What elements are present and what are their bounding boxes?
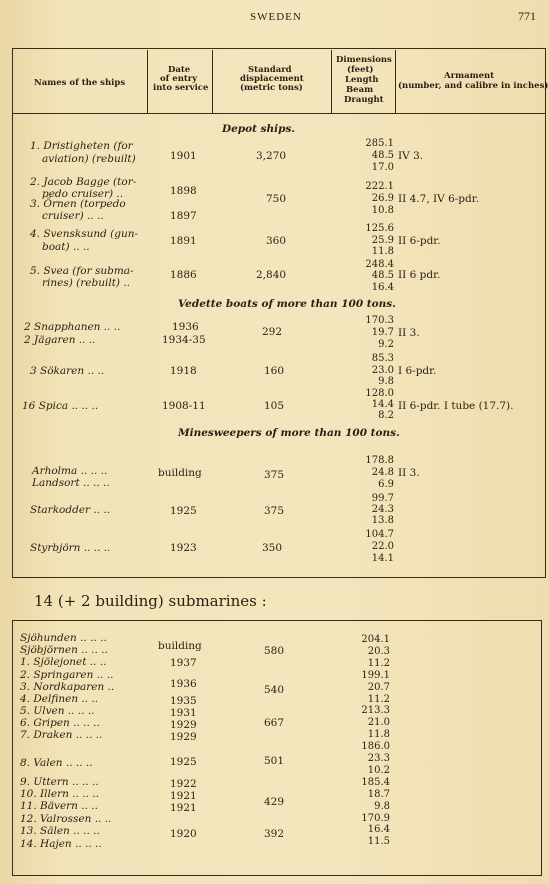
ship-disp: 360 xyxy=(266,235,287,247)
ship-draught: 17.0 xyxy=(371,162,394,173)
submarine-dim: 20.3 xyxy=(367,645,390,657)
ship-name: 2 Snapphanen .. .. xyxy=(24,321,121,333)
submarine-date: 1936 xyxy=(170,678,197,690)
col-rule xyxy=(212,50,213,113)
ship-name: 3 Sökaren .. .. xyxy=(30,365,105,377)
ship-beam: 22.0 xyxy=(371,541,394,552)
ship-draught: 8.2 xyxy=(378,410,394,421)
submarine-dim: 11.2 xyxy=(367,657,390,669)
submarine-name: 4. Delfinen .. .. xyxy=(20,693,99,705)
ship-length: 222.1 xyxy=(365,181,394,192)
submarine-name: 11. Bävern .. .. xyxy=(20,800,98,812)
submarine-dim: 11.5 xyxy=(367,836,390,848)
ship-beam: 19.7 xyxy=(371,327,394,338)
col-header-date-3: into service xyxy=(153,83,209,93)
page-title: SWEDEN xyxy=(250,11,302,23)
ship-armament: IV 3. xyxy=(398,150,424,162)
ship-date: 1918 xyxy=(170,365,197,377)
submarine-name: Sjöhunden .. .. .. xyxy=(20,632,107,644)
col-rule xyxy=(395,50,396,113)
ship-disp: 105 xyxy=(264,400,285,412)
col-header-dims-2: (feet) xyxy=(347,65,374,75)
submarine-name: 3. Nordkaparen .. xyxy=(20,681,115,693)
submarine-dim: 16.4 xyxy=(367,824,390,836)
ship-armament: II 4.7, IV 6-pdr. xyxy=(398,193,479,205)
ship-date: 1886 xyxy=(170,269,197,281)
ship-date: 1897 xyxy=(170,210,197,222)
ship-name: Arholma .. .. .. xyxy=(32,465,108,477)
submarine-name: 10. Illern .. .. .. xyxy=(20,788,99,800)
ship-disp: 292 xyxy=(262,326,283,338)
submarine-disp: 667 xyxy=(264,717,285,729)
ship-date: 1908-11 xyxy=(162,400,206,412)
ship-date: 1898 xyxy=(170,185,197,197)
ship-disp: 2,840 xyxy=(256,269,287,281)
ship-beam: 48.5 xyxy=(371,150,394,161)
submarine-dim: 170.9 xyxy=(361,812,390,824)
ship-date: 1934-35 xyxy=(162,334,206,346)
submarine-name: 13. Sälen .. .. .. xyxy=(20,825,100,837)
ship-draught: 14.1 xyxy=(371,553,394,564)
submarines-heading: 14 (+ 2 building) submarines : xyxy=(34,592,267,610)
ship-armament: I 6-pdr. xyxy=(398,365,437,377)
ship-length: 99.7 xyxy=(371,493,394,504)
submarine-name: 7. Draken .. .. .. xyxy=(20,729,103,741)
col-header-dims-5: Draught xyxy=(344,95,384,105)
ship-name: 3. Örnen (torpedo xyxy=(30,198,126,210)
page-number: 771 xyxy=(518,9,536,23)
col-rule xyxy=(331,50,332,113)
submarine-dim: 20.7 xyxy=(367,681,390,693)
ship-draught: 9.2 xyxy=(378,339,394,350)
submarine-date: 1935 xyxy=(170,695,197,707)
submarine-name: 9. Uttern .. .. .. xyxy=(20,776,99,788)
col-header-disp-2: displacement xyxy=(240,74,304,84)
section-depot: Depot ships. xyxy=(222,123,296,135)
submarine-dim: 21.0 xyxy=(367,717,390,729)
ship-length: 178.8 xyxy=(365,455,394,466)
col-header-arm-2: (number, and calibre in inches) xyxy=(398,81,549,91)
submarine-date: 1931 xyxy=(170,707,197,719)
ship-date: 1936 xyxy=(172,321,199,333)
ship-name-2: cruiser) .. .. xyxy=(42,210,104,222)
ship-draught: 13.8 xyxy=(371,515,394,526)
submarine-name: 5. Ulven .. .. .. xyxy=(20,705,95,717)
submarine-name: 6. Gripen .. .. .. xyxy=(20,717,100,729)
col-rule xyxy=(147,50,148,113)
ship-name: 4. Svensksund (gun- xyxy=(30,228,139,240)
ship-armament: II 6-pdr. I tube (17.7). xyxy=(398,400,514,412)
ship-name-2: rines) (rebuilt) .. xyxy=(42,277,131,289)
submarine-date: 1922 xyxy=(170,778,197,790)
submarine-name: 2. Springaren .. .. xyxy=(20,669,114,681)
ship-name: Styrbjörn .. .. .. xyxy=(30,542,111,554)
ship-armament: II 3. xyxy=(398,467,420,479)
submarine-disp: 392 xyxy=(264,828,285,840)
ship-draught: 9.8 xyxy=(378,376,394,387)
submarine-dim: 10.2 xyxy=(367,764,390,776)
ship-name: 2. Jacob Bagge (tor- xyxy=(30,176,137,188)
submarine-date: 1929 xyxy=(170,719,197,731)
submarine-dim: 204.1 xyxy=(361,634,390,645)
ship-length: 104.7 xyxy=(365,529,394,540)
ship-name: 1. Dristigheten (for xyxy=(30,140,133,152)
ship-name: 2 Jägaren .. .. xyxy=(24,334,96,346)
ship-disp: 3,270 xyxy=(256,150,287,162)
col-header-arm: Armament xyxy=(444,71,495,81)
ship-beam: 24.8 xyxy=(371,467,394,478)
submarine-date: 1921 xyxy=(170,790,197,802)
submarine-dim: 18.7 xyxy=(367,788,390,800)
ship-length: 128.0 xyxy=(365,388,394,399)
ship-date: 1891 xyxy=(170,235,197,247)
col-header-disp: Standard xyxy=(248,65,292,75)
submarine-disp: 580 xyxy=(264,645,285,657)
col-header-dims-4: Beam xyxy=(346,85,374,95)
col-header-dims: Dimensions xyxy=(336,55,392,65)
ship-date: building xyxy=(158,467,202,479)
ship-armament: II 3. xyxy=(398,327,420,339)
ship-name-2: aviation) (rebuilt) xyxy=(42,153,136,165)
submarine-name: 1. Sjölejonet .. .. xyxy=(20,656,107,668)
ship-name: Starkodder .. .. xyxy=(30,504,111,516)
submarine-dim: 186.0 xyxy=(361,741,390,753)
submarine-date: 1920 xyxy=(170,828,197,840)
ship-beam: 23.0 xyxy=(371,365,394,376)
ship-armament: II 6-pdr. xyxy=(398,235,441,247)
submarine-name: 12. Valrossen .. .. xyxy=(20,813,112,825)
ship-length: 85.3 xyxy=(371,353,394,364)
section-minesweepers: Minesweepers of more than 100 tons. xyxy=(178,427,400,439)
submarine-name: Sjöbjörnen .. .. .. xyxy=(20,644,108,656)
submarine-date: 1937 xyxy=(170,657,197,669)
ship-length: 285.1 xyxy=(365,138,394,149)
ship-draught: 10.8 xyxy=(371,205,394,216)
submarine-name: 8. Valen .. .. .. xyxy=(20,757,93,769)
submarine-dim: 11.8 xyxy=(367,729,390,741)
ship-name: 5. Svea (for subma- xyxy=(30,265,134,277)
ship-draught: 11.8 xyxy=(371,246,394,257)
ship-beam: 26.9 xyxy=(371,193,394,204)
submarine-disp: 429 xyxy=(264,796,285,808)
col-header-disp-3: (metric tons) xyxy=(240,83,303,93)
submarine-date: 1929 xyxy=(170,731,197,743)
submarine-dim: 11.2 xyxy=(367,693,390,705)
ship-length: 248.4 xyxy=(365,259,394,270)
col-header-date-2: of entry xyxy=(160,74,198,84)
submarine-disp: 501 xyxy=(264,755,285,767)
ship-length: 125.6 xyxy=(365,223,394,234)
ship-beam: 48.5 xyxy=(371,270,394,281)
ship-draught: 16.4 xyxy=(371,282,394,293)
col-header-date: Date xyxy=(168,65,191,75)
submarine-date: building xyxy=(158,640,202,652)
ship-draught: 6.9 xyxy=(378,479,394,490)
ship-name: 16 Spica .. .. .. xyxy=(22,400,99,412)
ship-date: 1901 xyxy=(170,150,197,162)
section-vedette: Vedette boats of more than 100 tons. xyxy=(178,298,396,310)
submarine-disp: 540 xyxy=(264,684,285,696)
ship-disp: 750 xyxy=(266,193,287,205)
ship-disp: 350 xyxy=(262,542,283,554)
ship-disp: 160 xyxy=(264,365,285,377)
header-rule xyxy=(12,113,546,114)
ship-date: 1923 xyxy=(170,542,197,554)
submarine-date: 1925 xyxy=(170,756,197,768)
submarine-dim: 23.3 xyxy=(367,753,390,764)
submarine-dim: 185.4 xyxy=(361,776,390,788)
ship-beam: 25.9 xyxy=(371,235,394,246)
ship-beam: 24.3 xyxy=(371,504,394,515)
submarine-dim: 9.8 xyxy=(374,800,390,812)
col-header-dims-3: Length xyxy=(345,75,379,85)
ship-length: 170.3 xyxy=(365,315,394,326)
submarine-dim: 199.1 xyxy=(361,669,390,681)
submarine-name: 14. Hajen .. .. .. xyxy=(20,838,102,850)
submarine-date: 1921 xyxy=(170,802,197,814)
ship-armament: II 6 pdr. xyxy=(398,269,441,281)
ship-name: Landsort .. .. .. xyxy=(32,477,110,489)
ship-beam: 14.4 xyxy=(371,399,394,410)
ship-date: 1925 xyxy=(170,505,197,517)
col-header-names: Names of the ships xyxy=(34,78,126,88)
ship-disp: 375 xyxy=(264,505,285,517)
ship-name-2: boat) .. .. xyxy=(42,241,90,253)
ship-disp: 375 xyxy=(264,469,285,481)
ship-name-2: pedo cruiser) .. xyxy=(42,188,124,200)
submarine-dim: 213.3 xyxy=(361,705,390,717)
